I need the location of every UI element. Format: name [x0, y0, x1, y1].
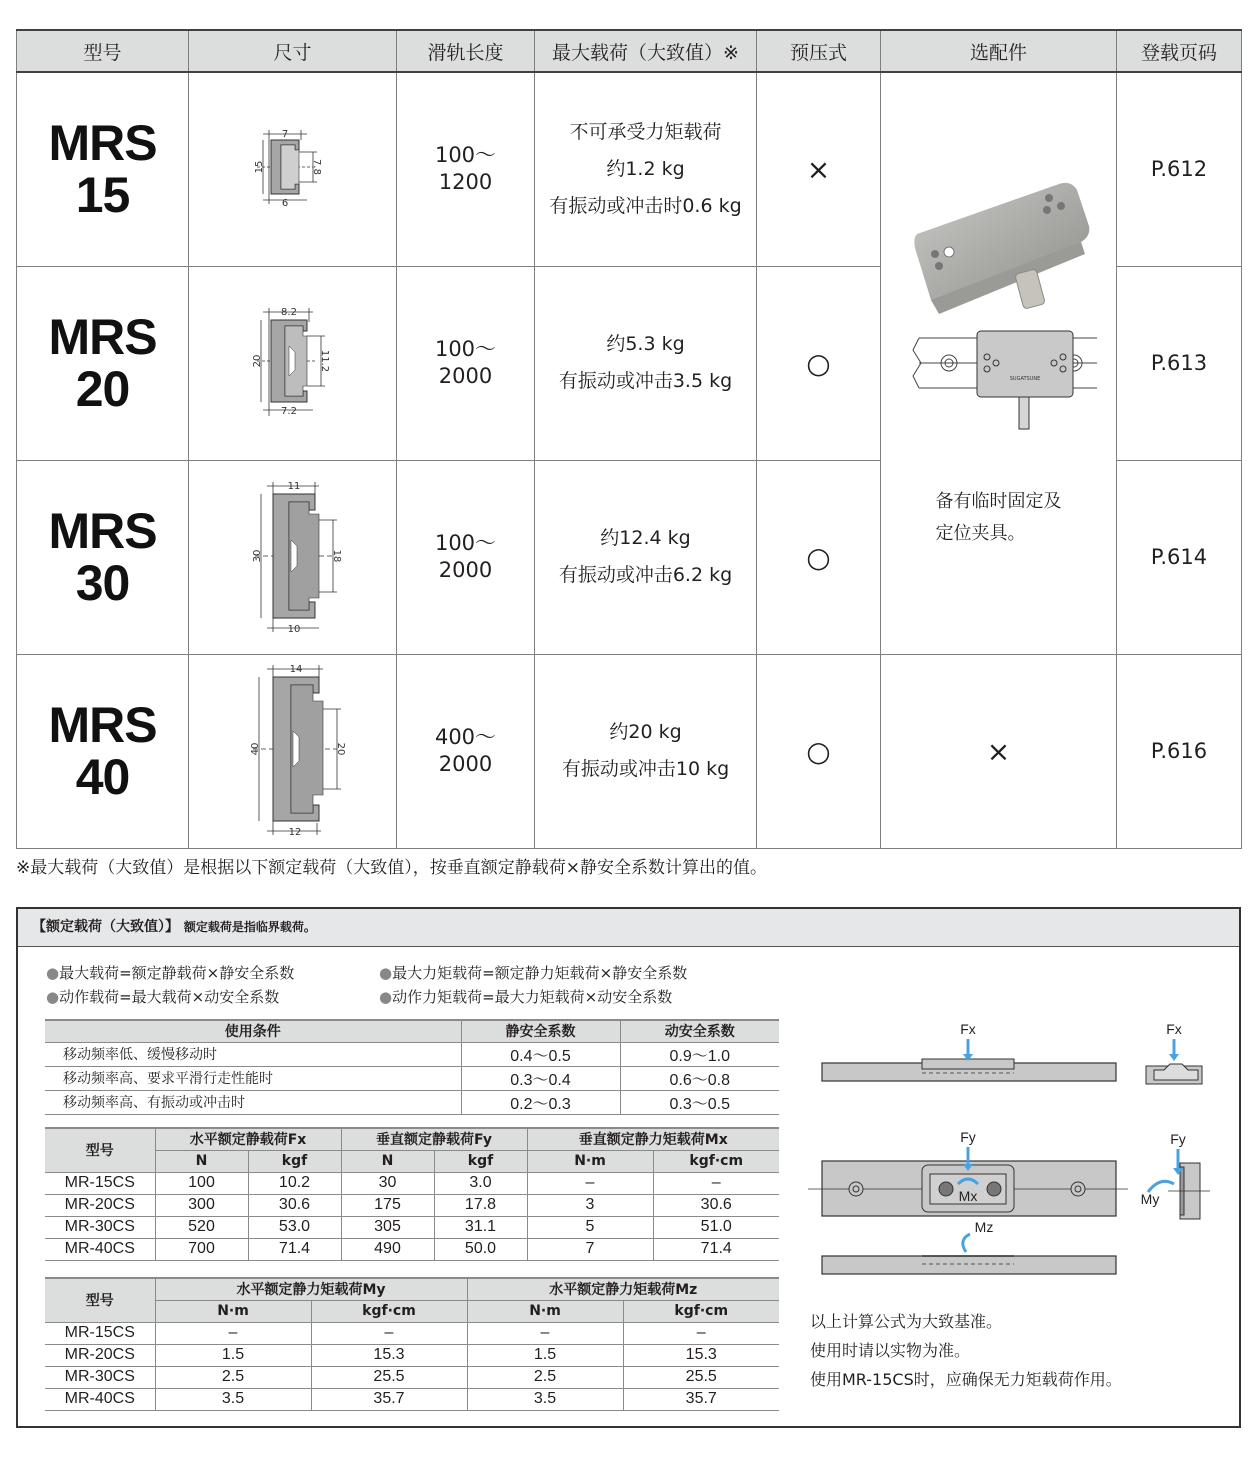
cell: 1.5: [155, 1344, 311, 1366]
load-line: 不可承受力矩载荷: [569, 120, 722, 143]
cell: 25.5: [311, 1366, 467, 1388]
svg-text:Fy: Fy: [1170, 1131, 1186, 1147]
accessory-description: [936, 486, 1062, 550]
max-load: [535, 72, 757, 266]
cell: –: [311, 1322, 467, 1344]
table-row: [45, 1366, 779, 1388]
accessory-cell: [881, 72, 1117, 654]
col-group-fx: 水平额定静载荷Fx: [155, 1128, 341, 1150]
cell: 175: [341, 1194, 434, 1216]
catalog-page: P.614: [1117, 460, 1242, 654]
catalog-page: P.616: [1117, 654, 1242, 848]
col-header-preload: 预压式: [757, 30, 881, 72]
preload-indicator: ○: [757, 654, 881, 848]
cell: 71.4: [248, 1238, 341, 1260]
length-range-end: 2000: [438, 558, 493, 582]
footnote: ※最大载荷（大致值）是根据以下额定载荷（大致值），按垂直额定静载荷×静安全系数计算出的值。: [16, 858, 767, 878]
cell: 0.4～0.5: [461, 1042, 620, 1066]
load-line: 约5.3 kg: [606, 333, 685, 355]
cell: 300: [155, 1194, 248, 1216]
svg-text:7.2: 7.2: [280, 406, 297, 417]
length-range-start: 100～: [434, 143, 497, 168]
col-header-model: 型号: [45, 1278, 155, 1322]
formula-text: 最大载荷=额定静载荷×静安全系数: [59, 964, 295, 982]
rail-profile-icon: [233, 296, 353, 426]
cell: 71.4: [653, 1238, 779, 1260]
cell: 10.2: [248, 1172, 341, 1194]
note-line: 以上计算公式为大致基准。: [810, 1312, 1003, 1331]
table-header-row: [45, 1128, 779, 1150]
col-group-my: 水平额定静力矩载荷My: [155, 1278, 467, 1300]
cell: MR-15CS: [45, 1172, 155, 1194]
load-line: 有振动或冲击3.5 kg: [558, 370, 733, 392]
table-header-row: [17, 30, 1242, 72]
model-name: [17, 460, 189, 654]
table-row: [45, 1090, 779, 1114]
cell: 305: [341, 1216, 434, 1238]
cell: MR-40CS: [45, 1388, 155, 1410]
rated-load-panel: [16, 907, 1241, 1428]
table-row: [45, 1216, 779, 1238]
length-range-start: 400～: [434, 725, 497, 749]
svg-text:15: 15: [253, 160, 265, 174]
unit-header: kgf: [248, 1150, 341, 1172]
cell: 3.5: [155, 1388, 311, 1410]
load-direction-diagram-icon: [808, 1014, 1228, 1299]
bullet-icon: ●: [46, 988, 60, 1006]
table-row: [45, 1322, 779, 1344]
rail-profile-icon: [233, 112, 353, 222]
formula-list: [46, 961, 712, 1009]
svg-text:Fx: Fx: [960, 1021, 976, 1037]
svg-text:7.8: 7.8: [310, 159, 322, 176]
cell: 0.3～0.5: [620, 1090, 779, 1114]
preload-indicator: ○: [757, 460, 881, 654]
table-unit-row: [45, 1150, 779, 1172]
cell: MR-30CS: [45, 1366, 155, 1388]
col-header: 使用条件: [45, 1020, 461, 1042]
usage-notes: [810, 1307, 1122, 1394]
svg-text:11: 11: [287, 481, 300, 492]
cell: 51.0: [653, 1216, 779, 1238]
formula-text: 动作力矩载荷=最大力矩载荷×动安全系数: [392, 988, 673, 1006]
col-header-page: 登载页码: [1117, 30, 1242, 72]
product-table: [16, 29, 1242, 849]
cell: 移动频率高、有振动或冲击时: [45, 1090, 461, 1114]
cell: 2.5: [155, 1366, 311, 1388]
table-header-row: [45, 1020, 779, 1042]
cell: MR-40CS: [45, 1238, 155, 1260]
cell: 31.1: [434, 1216, 527, 1238]
model-series: MRS: [48, 697, 157, 753]
note-line: 使用MR-15CS时，应确保无力矩载荷作用。: [810, 1370, 1122, 1389]
svg-text:Mz: Mz: [974, 1219, 994, 1235]
cell: 53.0: [248, 1216, 341, 1238]
col-header-rail-length: 滑轨长度: [397, 30, 535, 72]
model-size: 20: [75, 361, 130, 417]
model-name: [17, 654, 189, 848]
cell: 17.8: [434, 1194, 527, 1216]
unit-header: N: [341, 1150, 434, 1172]
cell: 35.7: [311, 1388, 467, 1410]
load-line: 有振动或冲击6.2 kg: [558, 564, 733, 586]
formula-item: [46, 961, 379, 985]
col-header-model: 型号: [45, 1128, 155, 1172]
col-header-dimensions: 尺寸: [189, 30, 397, 72]
cell: MR-20CS: [45, 1194, 155, 1216]
profile-drawing-cell: [189, 460, 397, 654]
table-row: [45, 1172, 779, 1194]
table-row: [45, 1042, 779, 1066]
unit-header: N·m: [467, 1300, 623, 1322]
table-unit-row: [45, 1300, 779, 1322]
length-range-start: 100～: [434, 337, 497, 361]
svg-text:Fx: Fx: [1166, 1021, 1182, 1037]
cell: MR-15CS: [45, 1322, 155, 1344]
cell: 30.6: [653, 1194, 779, 1216]
load-line: 约20 kg: [609, 721, 682, 743]
svg-text:18: 18: [330, 549, 342, 563]
rated-load-title: 【额定载荷（大致值）】: [32, 919, 179, 935]
table-row: [17, 72, 1242, 266]
unit-header: N: [155, 1150, 248, 1172]
model-size: 15: [75, 167, 130, 224]
cell: –: [623, 1322, 779, 1344]
bullet-icon: ●: [379, 964, 393, 982]
accessory-text-line: 备有临时固定及: [935, 491, 1062, 513]
col-header-max-load: 最大载荷（大致值）※: [535, 30, 757, 72]
formula-text: 最大力矩载荷=额定静力矩载荷×静安全系数: [392, 964, 688, 982]
cell: 5: [527, 1216, 653, 1238]
unit-header: kgf·cm: [653, 1150, 779, 1172]
rail-profile-icon: [233, 470, 353, 640]
rail-length: [397, 266, 535, 460]
catalog-page: P.612: [1117, 72, 1242, 266]
max-load: [535, 266, 757, 460]
svg-text:SUGATSUNE: SUGATSUNE: [1009, 376, 1040, 383]
model-size: 30: [75, 555, 130, 611]
unit-header: N·m: [155, 1300, 311, 1322]
profile-drawing-cell: [189, 654, 397, 848]
cell: 25.5: [623, 1366, 779, 1388]
cell: 移动频率低、缓慢移动时: [45, 1042, 461, 1066]
load-line: 有振动或冲击时0.6 kg: [549, 194, 742, 217]
profile-drawing-cell: [189, 266, 397, 460]
cell: 35.7: [623, 1388, 779, 1410]
catalog-page: P.613: [1117, 266, 1242, 460]
svg-text:30: 30: [251, 549, 263, 563]
length-range-end: 1200: [438, 170, 493, 195]
svg-text:20: 20: [251, 354, 263, 368]
formula-item: [46, 985, 379, 1009]
rail-length: [397, 654, 535, 848]
cell: 520: [155, 1216, 248, 1238]
table-row: [45, 1388, 779, 1410]
cell: 0.2～0.3: [461, 1090, 620, 1114]
formula-row: [46, 961, 712, 985]
cell: 50.0: [434, 1238, 527, 1260]
positioning-jig-photo-icon: [899, 176, 1099, 326]
unit-header: kgf·cm: [623, 1300, 779, 1322]
formula-item: [379, 961, 712, 985]
svg-text:20: 20: [334, 742, 346, 755]
length-range-end: 2000: [438, 364, 493, 388]
svg-text:12: 12: [288, 826, 301, 838]
formula-item: [379, 985, 712, 1009]
table-row: [45, 1066, 779, 1090]
bullet-icon: ●: [379, 988, 393, 1006]
svg-text:My: My: [1140, 1191, 1160, 1207]
load-line: 有振动或冲击10 kg: [561, 758, 730, 780]
unit-header: kgf: [434, 1150, 527, 1172]
col-header: 静安全系数: [461, 1020, 620, 1042]
unit-header: kgf·cm: [311, 1300, 467, 1322]
formula-row: [46, 985, 712, 1009]
svg-text:Mx: Mx: [958, 1188, 978, 1204]
profile-drawing-cell: [189, 72, 397, 266]
max-load: [535, 460, 757, 654]
cell: 移动频率高、要求平滑行走性能时: [45, 1066, 461, 1090]
svg-text:7: 7: [281, 129, 288, 141]
cell: 0.3～0.4: [461, 1066, 620, 1090]
table-row: [45, 1194, 779, 1216]
svg-text:14: 14: [289, 663, 302, 675]
model-series: MRS: [48, 115, 157, 172]
col-group-mz: 水平额定静力矩载荷Mz: [467, 1278, 779, 1300]
col-header-model: 型号: [17, 30, 189, 72]
cell: 3.5: [467, 1388, 623, 1410]
length-range-end: 2000: [438, 752, 493, 776]
rail-length: [397, 460, 535, 654]
unit-header: N·m: [527, 1150, 653, 1172]
accessory-text-line: 定位夹具。: [935, 523, 1026, 545]
cell: –: [467, 1322, 623, 1344]
cell: 1.5: [467, 1344, 623, 1366]
cell: 30.6: [248, 1194, 341, 1216]
cell: 0.6～0.8: [620, 1066, 779, 1090]
note-line: 使用时请以实物为准。: [810, 1341, 971, 1360]
cell: –: [155, 1322, 311, 1344]
cell: MR-30CS: [45, 1216, 155, 1238]
safety-factor-table: [45, 1019, 779, 1115]
load-line: 约1.2 kg: [606, 157, 685, 180]
length-range-start: 100～: [434, 531, 497, 555]
table-row: [45, 1238, 779, 1260]
svg-text:40: 40: [249, 742, 261, 755]
cell: 7: [527, 1238, 653, 1260]
preload-indicator: ×: [757, 72, 881, 266]
model-series: MRS: [48, 503, 157, 559]
cell: 3.0: [434, 1172, 527, 1194]
cell: –: [527, 1172, 653, 1194]
model-series: MRS: [48, 309, 157, 365]
cell: MR-20CS: [45, 1344, 155, 1366]
svg-text:8.2: 8.2: [280, 307, 297, 318]
model-name: [17, 72, 189, 266]
svg-text:10: 10: [287, 624, 300, 635]
cell: 30: [341, 1172, 434, 1194]
col-group-mx: 垂直额定静力矩载荷Mx: [527, 1128, 779, 1150]
table-row: [17, 654, 1242, 848]
svg-text:6: 6: [281, 198, 288, 210]
load-line: 约12.4 kg: [600, 527, 691, 549]
rated-load-table: [45, 1127, 779, 1261]
max-load: [535, 654, 757, 848]
rail-profile-icon: [233, 657, 353, 842]
col-header: 动安全系数: [620, 1020, 779, 1042]
svg-text:Fy: Fy: [960, 1129, 976, 1145]
preload-indicator: ○: [757, 266, 881, 460]
bullet-icon: ●: [46, 964, 60, 982]
cell: 3: [527, 1194, 653, 1216]
rated-load-header: [18, 909, 1239, 947]
cell: 15.3: [311, 1344, 467, 1366]
accessory-unavailable: ×: [881, 654, 1117, 848]
rail-length: [397, 72, 535, 266]
cell: 700: [155, 1238, 248, 1260]
col-header-accessory: 选配件: [881, 30, 1117, 72]
rated-moment-table: [45, 1277, 779, 1411]
cell: 0.9～1.0: [620, 1042, 779, 1066]
formula-text: 动作载荷=最大载荷×动安全系数: [59, 988, 280, 1006]
cell: –: [653, 1172, 779, 1194]
table-header-row: [45, 1278, 779, 1300]
cell: 100: [155, 1172, 248, 1194]
svg-text:11.2: 11.2: [318, 349, 330, 373]
cell: 2.5: [467, 1366, 623, 1388]
model-name: [17, 266, 189, 460]
model-size: 40: [75, 749, 130, 805]
cell: 490: [341, 1238, 434, 1260]
rated-load-subtitle: 额定载荷是指临界载荷。: [183, 920, 316, 934]
col-group-fy: 垂直额定静载荷Fy: [341, 1128, 527, 1150]
positioning-jig-drawing-icon: [899, 326, 1099, 446]
table-row: [45, 1344, 779, 1366]
cell: 15.3: [623, 1344, 779, 1366]
